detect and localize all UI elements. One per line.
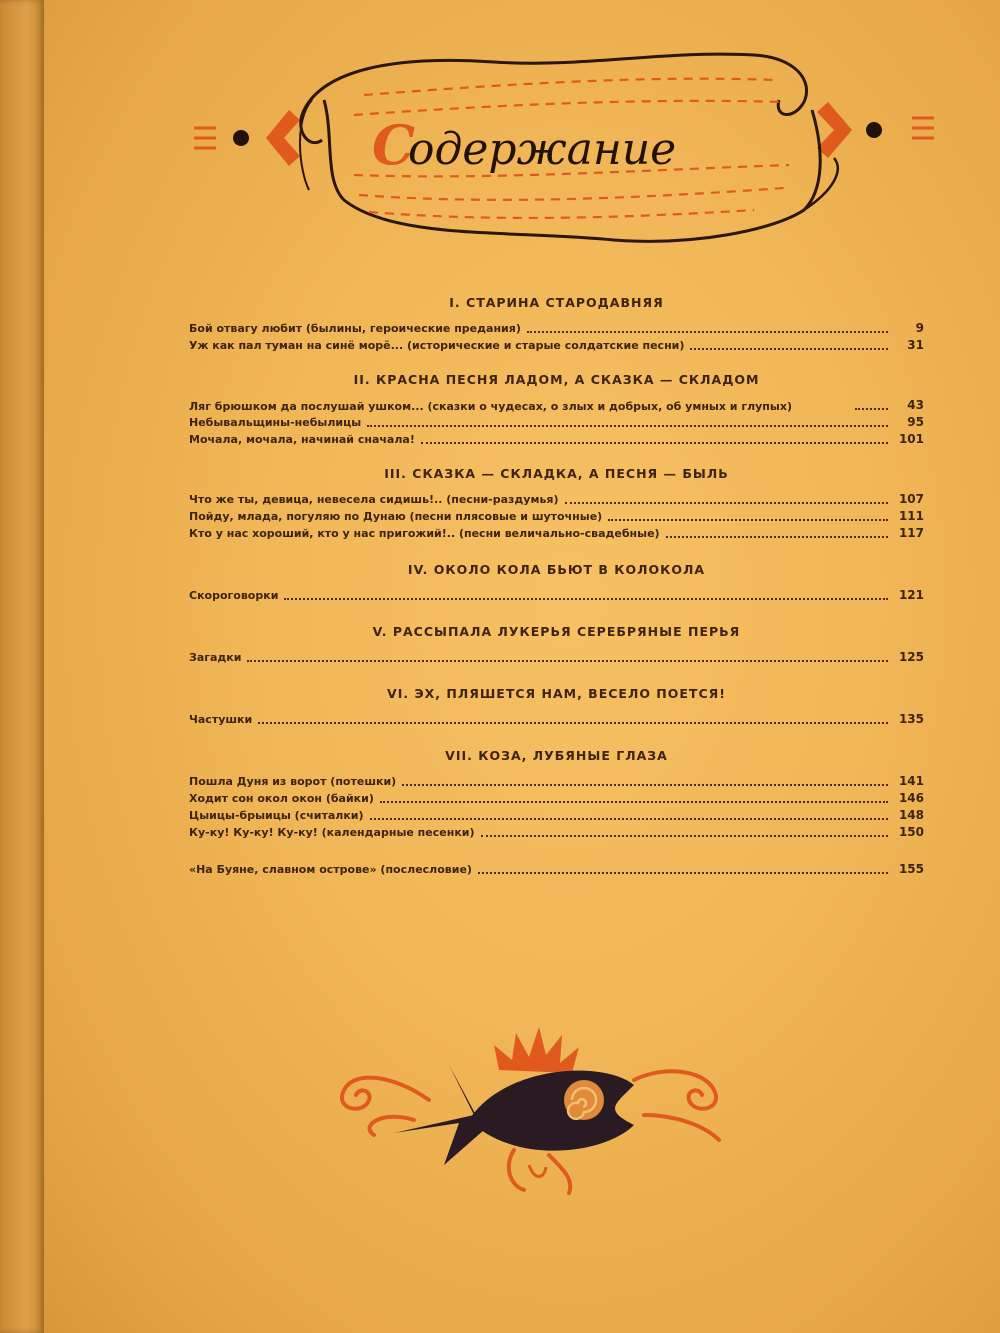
entry-page: 107 [898, 492, 924, 506]
entry-page: 121 [898, 588, 924, 602]
entry-title: Ку-ку! Ку-ку! Ку-ку! (календарные песенки) [189, 826, 475, 839]
section-heading: VII. КОЗА, ЛУБЯНЫЕ ГЛАЗА [445, 748, 668, 763]
toc-entry [189, 824, 924, 841]
entry-title: Уж как пал туман на синё морё... (исторические и старые солдатские песни) [189, 339, 685, 352]
toc-section-5 [189, 624, 924, 666]
toc-section-2 [189, 372, 924, 448]
table-of-contents [189, 295, 924, 878]
leader-dots [666, 536, 888, 538]
entry-page: 101 [898, 432, 924, 446]
leader-dots [565, 502, 888, 504]
section-heading: III. СКАЗКА — СКЛАДКА, А ПЕСНЯ — БЫЛЬ [384, 466, 729, 481]
toc-entry [189, 397, 924, 414]
leader-dots [370, 818, 888, 820]
leader-dots [247, 660, 888, 662]
section-heading: I. СТАРИНА СТАРОДАВНЯЯ [449, 295, 664, 310]
entry-page: 117 [898, 526, 924, 540]
entry-title: Цыицы-брыицы (считалки) [189, 809, 364, 822]
toc-entry [189, 773, 924, 790]
entry-page: 150 [898, 825, 924, 839]
toc-entry [189, 414, 924, 431]
leader-dots [367, 425, 888, 427]
entry-title: Ходит сон окол окон (байки) [189, 792, 374, 805]
toc-entry [189, 649, 924, 666]
toc-entry [189, 587, 924, 604]
entry-page: 95 [907, 415, 924, 429]
entry-page: 135 [898, 712, 924, 726]
toc-entry [189, 508, 924, 525]
leader-dots [421, 442, 888, 444]
entry-page: 141 [898, 774, 924, 788]
entry-page: 31 [907, 338, 924, 352]
section-heading: V. РАССЫПАЛА ЛУКЕРЬЯ СЕРЕБРЯНЫЕ ПЕРЬЯ [372, 624, 741, 639]
book-spine-edge [0, 0, 44, 1333]
entry-title: Ляг брюшком да послушай ушком... (сказки о чудесах, о злых и добрых, об умных и глупых) [189, 400, 792, 413]
entry-page: 43 [907, 398, 924, 412]
toc-section-6 [189, 686, 924, 728]
leader-dots [402, 784, 888, 786]
page-title: одержание [408, 124, 677, 175]
leader-dots [481, 835, 888, 837]
entry-title: Мочала, мочала, начинай сначала! [189, 433, 415, 446]
toc-section-3 [189, 466, 924, 542]
toc-entry [189, 790, 924, 807]
entry-page: 111 [898, 509, 924, 523]
svg-text:С: С [372, 113, 415, 177]
entry-title: Загадки [189, 651, 242, 664]
entry-page: 125 [898, 650, 924, 664]
leader-dots [608, 519, 888, 521]
toc-entry-afterword [189, 861, 924, 878]
entry-page: 148 [898, 808, 924, 822]
toc-entry [189, 320, 924, 337]
entry-title: Небывальщины-небылицы [189, 416, 362, 429]
entry-title: Пошла Дуня из ворот (потешки) [189, 775, 397, 788]
entry-title: Частушки [189, 713, 253, 726]
fish-with-crown-icon [334, 1015, 734, 1205]
leader-dots [478, 872, 888, 874]
toc-entry [189, 711, 924, 728]
entry-page: 146 [898, 791, 924, 805]
ornament-left-icon [194, 110, 300, 166]
banner-scroll-icon [194, 40, 934, 260]
toc-section-1 [189, 295, 924, 354]
entry-title: Скороговорки [189, 589, 279, 602]
toc-entry [189, 491, 924, 508]
toc-section-4 [189, 562, 924, 604]
leader-dots [855, 408, 888, 410]
entry-page: 155 [898, 862, 924, 876]
section-heading: IV. ОКОЛО КОЛА БЬЮТ В КОЛОКОЛА [407, 562, 706, 577]
toc-entry [189, 431, 924, 448]
leader-dots [690, 348, 888, 350]
leader-dots [527, 331, 888, 333]
entry-page: 9 [915, 321, 924, 335]
entry-title: «На Буяне, славном острове» (послесловие) [189, 863, 472, 876]
toc-entry [189, 807, 924, 824]
entry-title: Что же ты, девица, невесела сидишь!.. (песни-раздумья) [189, 493, 559, 506]
toc-entry [189, 337, 924, 354]
section-heading: II. КРАСНА ПЕСНЯ ЛАДОМ, А СКАЗКА — СКЛАДОМ [353, 372, 760, 387]
book-page [44, 0, 1000, 1333]
leader-dots [258, 722, 888, 724]
toc-entry [189, 525, 924, 542]
entry-title: Кто у нас хороший, кто у нас пригожий!.. (песни величально-свадебные) [189, 527, 660, 540]
ornament-right-icon [817, 102, 934, 158]
leader-dots [380, 801, 888, 803]
leader-dots [284, 598, 888, 600]
section-heading: VI. ЭХ, ПЛЯШЕТСЯ НАМ, ВЕСЕЛО ПОЕТСЯ! [387, 686, 726, 701]
toc-section-7 [189, 748, 924, 841]
entry-title: Бой отвагу любит (былины, героические предания) [189, 322, 521, 335]
entry-title: Пойду, млада, погуляю по Дунаю (песни плясовые и шуточные) [189, 510, 603, 523]
